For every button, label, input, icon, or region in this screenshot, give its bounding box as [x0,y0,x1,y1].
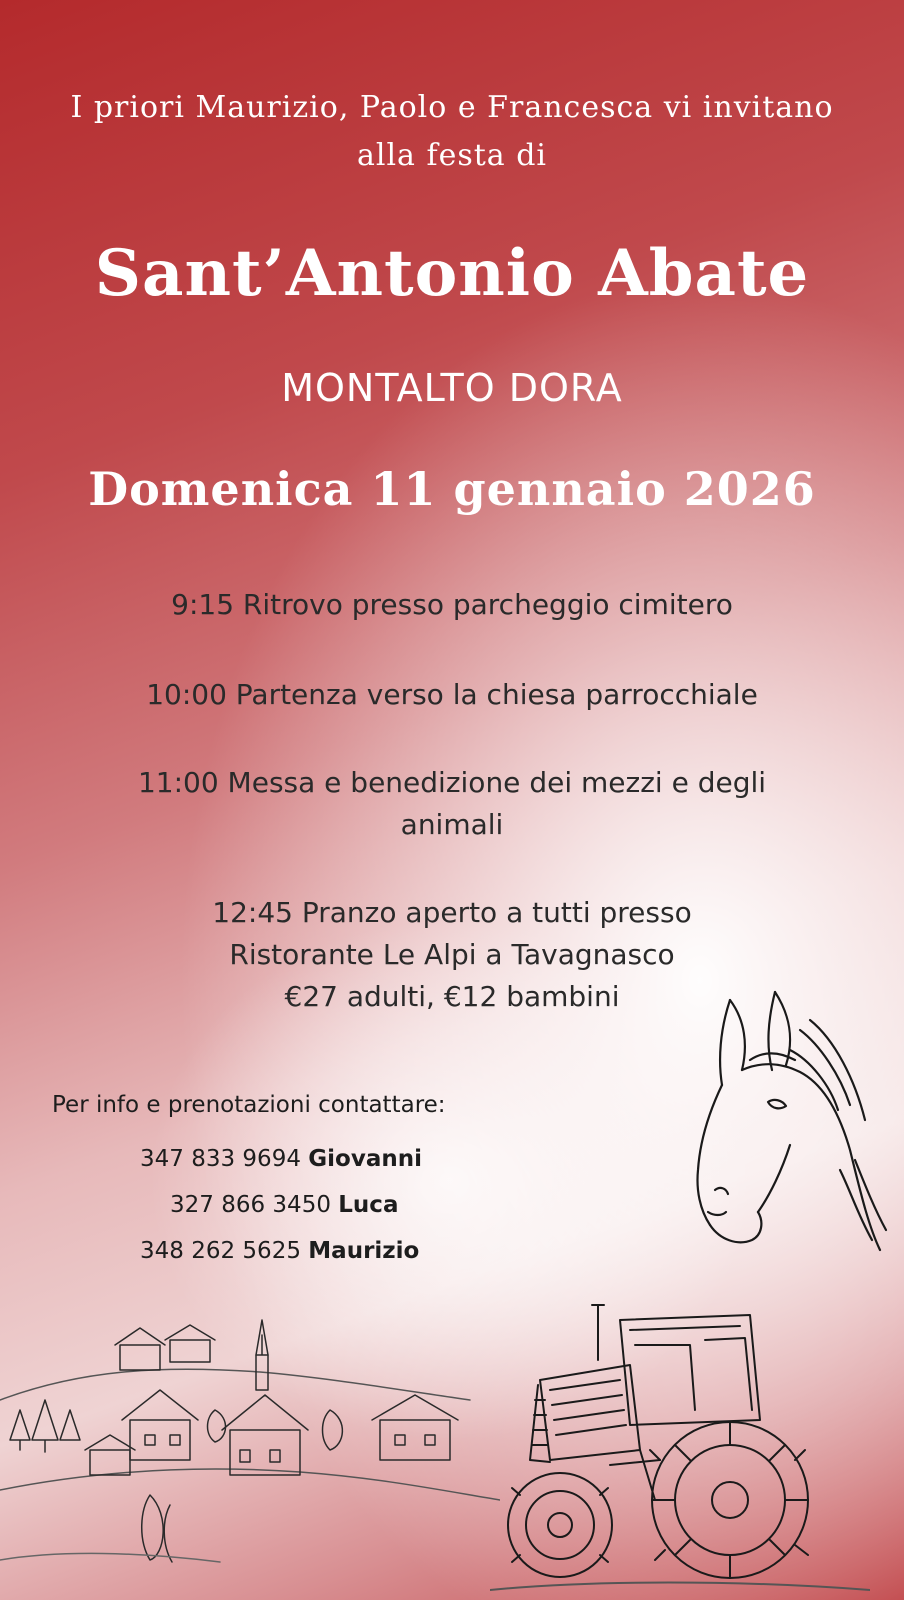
village-sketch-icon [0,1300,500,1600]
tractor-sketch-icon [490,1300,870,1600]
program-line: 9:15 Ritrovo presso parcheggio cimitero [171,588,733,621]
program-item-2 [0,674,904,716]
program-line: 12:45 Pranzo aperto a tutti presso [212,896,692,929]
contact-row [140,1182,422,1228]
contact-name: Luca [338,1192,399,1218]
event-place: MONTALTO DORA [281,366,623,410]
event-date: Domenica 11 gennaio 2026 [88,462,816,516]
contact-label: Per info e prenotazioni contattare: [52,1092,446,1118]
event-title: Sant’Antonio Abate [94,236,810,311]
intro-text [0,84,904,180]
intro-line-2: alla festa di [356,138,548,173]
program-line: animali [400,808,504,841]
program-item-3 [0,762,904,846]
program-line: 10:00 Partenza verso la chiesa parrocchiale [146,678,758,711]
contact-phone: 348 262 5625 [140,1238,301,1264]
contact-list [140,1136,422,1274]
contact-row [140,1228,422,1274]
contact-phone: 347 833 9694 [140,1146,301,1172]
contact-phone: 327 866 3450 [170,1192,331,1218]
contact-row [140,1136,422,1182]
program-line: 11:00 Messa e benedizione dei mezzi e degli [137,766,767,799]
horse-head-icon [690,990,890,1280]
program-line: €27 adulti, €12 bambini [284,980,620,1013]
contact-name: Maurizio [308,1238,420,1264]
program-line: Ristorante Le Alpi a Tavagnasco [229,938,675,971]
intro-line-1: I priori Maurizio, Paolo e Francesca vi invitano [70,90,834,125]
program-item-1 [0,584,904,626]
contact-name: Giovanni [308,1146,422,1172]
